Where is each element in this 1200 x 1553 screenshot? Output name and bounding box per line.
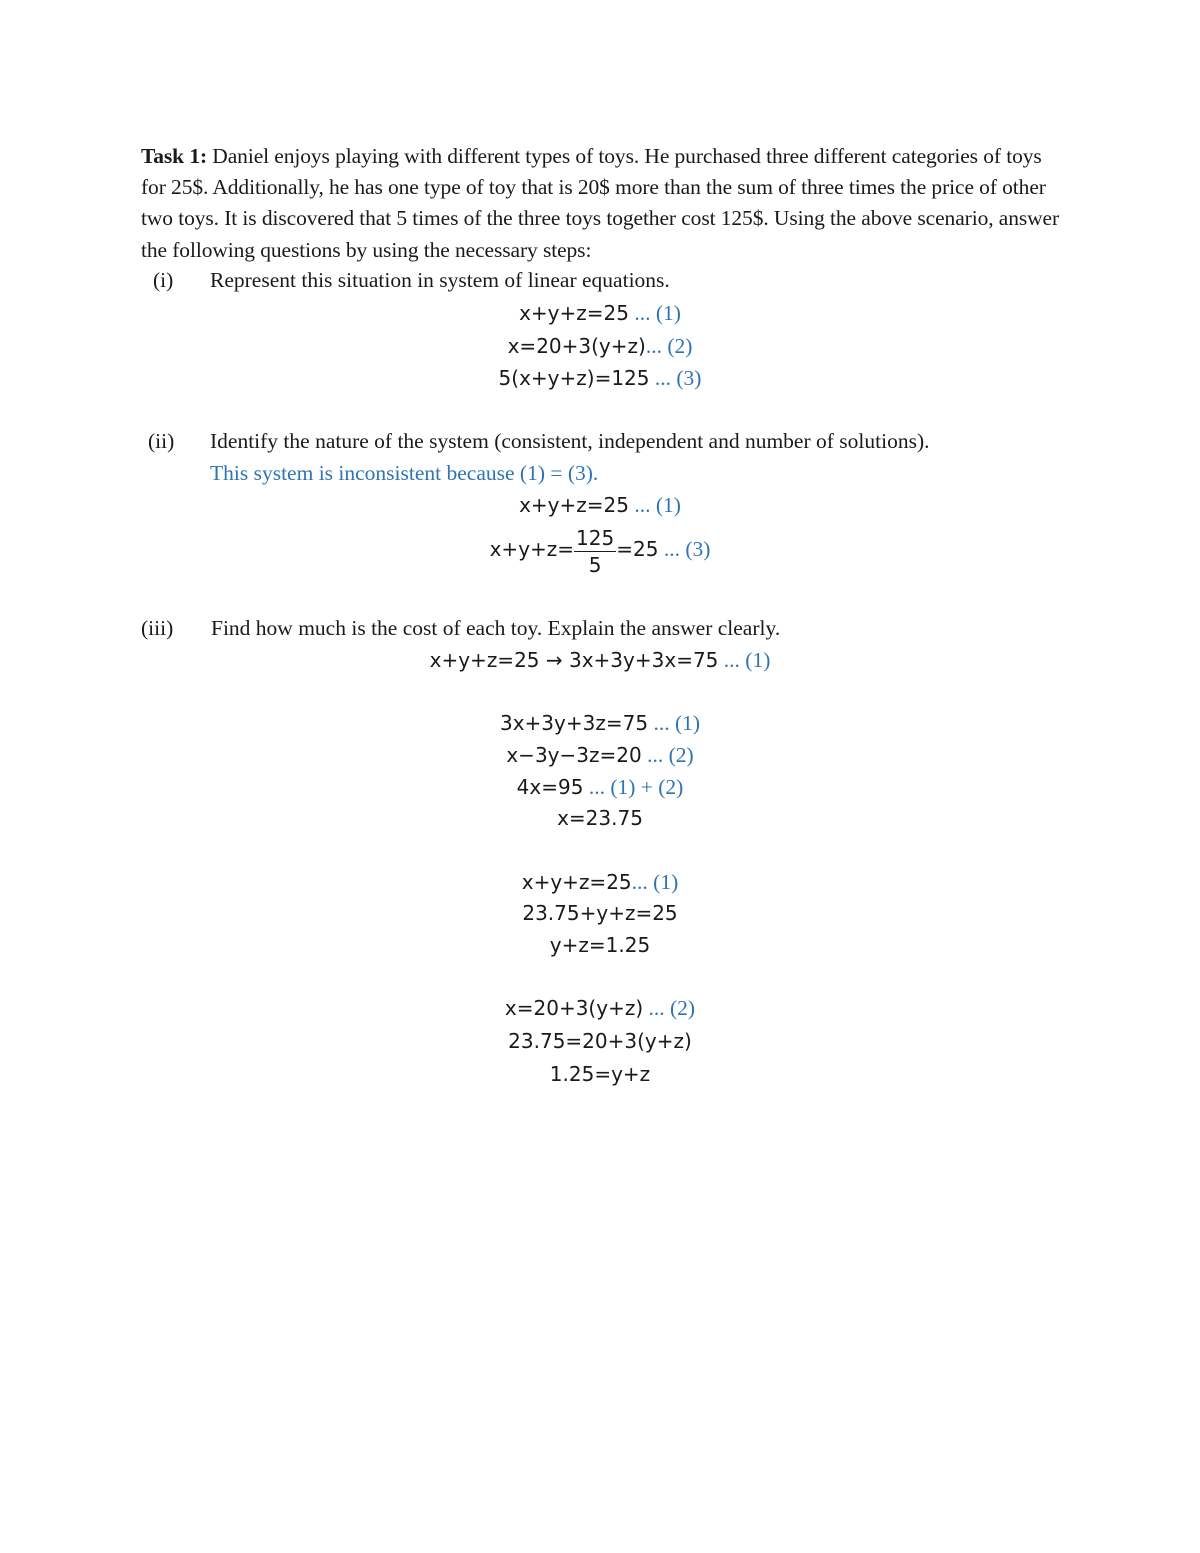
equation <box>0 489 1200 521</box>
equation-math: 3x+3y+3z=75 <box>499 711 649 735</box>
fraction-numerator: 125 <box>576 525 615 550</box>
equation-ref: ... (3) <box>649 366 702 390</box>
question-number: (ii) <box>148 429 175 453</box>
equation <box>0 739 1200 771</box>
equation-ref: ... (1) <box>628 301 681 325</box>
equation-math: y+z=1.25 <box>549 933 651 957</box>
equation <box>0 929 1200 961</box>
question-text: Identify the nature of the system (consistent, independent and number of solutions). <box>210 429 930 453</box>
equation <box>0 992 1200 1024</box>
equation-math: 23.75=20+3(y+z) <box>508 1029 692 1053</box>
equation <box>0 866 1200 898</box>
equation <box>0 1025 1200 1057</box>
equation-math: x−3y−3z=20 <box>506 743 642 767</box>
answer-text-inner: This system is inconsistent because (1) = (3). <box>210 461 599 485</box>
equation-ref: ... (2) <box>645 334 693 358</box>
equation-fraction <box>0 519 1200 579</box>
equation-math: 23.75+y+z=25 <box>522 901 678 925</box>
question-number: (iii) <box>141 616 174 640</box>
equation <box>0 771 1200 803</box>
equation-math: x+y+z=25 <box>521 870 632 894</box>
question-text: Find how much is the cost of each toy. Explain the answer clearly. <box>211 616 781 640</box>
equation-ref: ... (1) + (2) <box>583 775 684 799</box>
equation-ref: ... (1) <box>628 493 681 517</box>
answer-text <box>210 458 598 489</box>
question-text: Represent this situation in system of linear equations. <box>210 268 670 292</box>
equation <box>0 362 1200 394</box>
equation-math: x+y+z=25 → 3x+3y+3x=75 <box>429 648 719 672</box>
equation <box>0 644 1200 676</box>
equation-ref: ... (2) <box>643 996 696 1020</box>
equation-ref: ... (1) <box>718 648 771 672</box>
equation-ref: ... (1) <box>648 711 701 735</box>
equation <box>0 707 1200 739</box>
equation-math: x=23.75 <box>557 806 643 830</box>
task-text: Daniel enjoys playing with different types of toys. He purchased three different categories of toys for 25$. Additionally, he has one type of toy that is 20$ more than the sum of three times the price of other two toys. It is discovered that 5 times of the three toys together cost 125$. Using the above scenario, answer the following questions by using the necessary steps: <box>141 144 1060 262</box>
fraction <box>574 525 616 578</box>
equation <box>0 297 1200 329</box>
equation-math: =25 <box>616 537 659 561</box>
equation-math: x+y+z=25 <box>519 301 629 325</box>
equation-math: x=20+3(y+z) <box>504 996 644 1020</box>
equation-ref: ... (3) <box>658 537 711 561</box>
equation <box>0 802 1200 834</box>
equation-ref: ... (2) <box>641 743 694 767</box>
equation-math: x+y+z=25 <box>519 493 629 517</box>
fraction-denominator: 5 <box>588 552 602 577</box>
equation-math: 1.25=y+z <box>549 1062 651 1086</box>
equation-ref: ... (1) <box>631 870 679 894</box>
equation <box>0 1058 1200 1090</box>
task-paragraph <box>141 141 1071 266</box>
equation-math: 4x=95 <box>516 775 584 799</box>
equation-math: 5(x+y+z)=125 <box>498 366 650 390</box>
question-number: (i) <box>153 268 174 292</box>
equation <box>0 330 1200 362</box>
task-label: Task 1: <box>141 144 208 168</box>
equation <box>0 897 1200 929</box>
equation-math: x=20+3(y+z) <box>507 334 646 358</box>
equation-math: x+y+z= <box>489 537 575 561</box>
